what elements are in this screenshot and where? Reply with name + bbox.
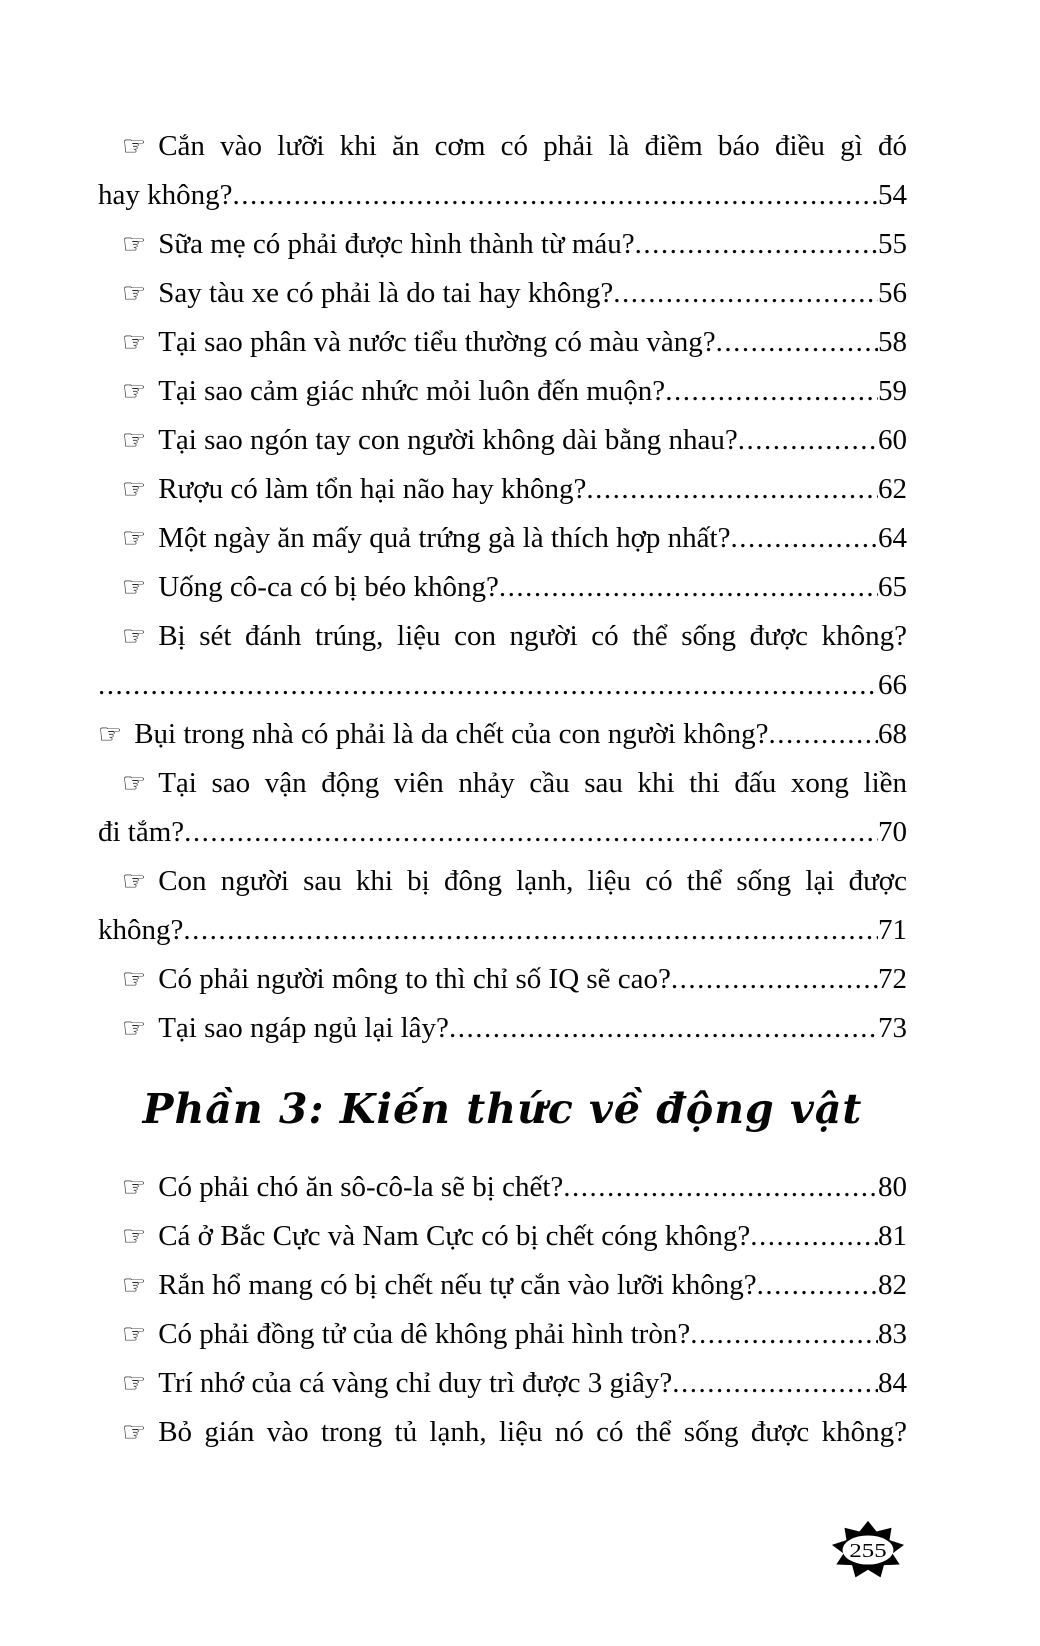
entry-page-number: 55 (878, 228, 907, 260)
toc-entry (98, 857, 907, 955)
entry-title: Tại sao ngáp ngủ lại lây? (158, 1012, 449, 1044)
entry-title: Tại sao ngón tay con người không dài bằng nhau? (158, 424, 738, 456)
pointing-hand-icon: ☞ (122, 866, 147, 897)
toc-entry (98, 1163, 907, 1212)
toc-section-animal-knowledge (98, 1163, 907, 1457)
toc-entry (98, 759, 907, 857)
pointing-hand-icon: ☞ (122, 131, 147, 162)
pointing-hand-icon: ☞ (122, 1221, 147, 1252)
entry-title: Uống cô-ca có bị béo không? (158, 571, 499, 603)
entry-page-number: 72 (878, 963, 907, 995)
pointing-hand-icon: ☞ (98, 719, 123, 750)
dot-leader (690, 1310, 878, 1359)
toc-entry-line (98, 171, 907, 220)
toc-entry (98, 269, 907, 318)
dot-leader (768, 710, 878, 759)
entry-title: Rượu có làm tổn hại não hay không? (158, 473, 587, 505)
toc-entry (98, 955, 907, 1004)
entry-page-number: 60 (878, 424, 907, 456)
dot-leader (184, 808, 878, 857)
toc-entry-line (98, 1004, 907, 1053)
entry-page-number: 70 (878, 816, 907, 848)
dot-leader (671, 955, 878, 1004)
toc-entry (98, 1004, 907, 1053)
toc-entry-line (98, 955, 907, 1004)
toc-entry-line (98, 710, 907, 759)
pointing-hand-icon: ☞ (122, 572, 147, 603)
entry-page-number: 84 (878, 1367, 907, 1399)
entry-page-number: 54 (878, 179, 907, 211)
entry-title: Có phải chó ăn sô-cô-la sẽ bị chết? (158, 1171, 564, 1203)
pointing-hand-icon: ☞ (122, 964, 147, 995)
pointing-hand-icon: ☞ (122, 425, 147, 456)
entry-title: Cá ở Bắc Cực và Nam Cực có bị chết cóng không? (158, 1220, 751, 1252)
dot-leader (183, 906, 878, 955)
pointing-hand-icon: ☞ (122, 1013, 147, 1044)
toc-entry (98, 220, 907, 269)
toc-entry (98, 318, 907, 367)
toc-entry-line (98, 416, 907, 465)
toc-entry (98, 710, 907, 759)
toc-entry (98, 514, 907, 563)
entry-title: Có phải người mông to thì chỉ số IQ sẽ cao? (158, 963, 671, 995)
dot-leader (233, 171, 879, 220)
entry-page-number: 82 (878, 1269, 907, 1301)
pointing-hand-icon: ☞ (122, 1270, 147, 1301)
toc-entry (98, 563, 907, 612)
pointing-hand-icon: ☞ (122, 1417, 147, 1448)
entry-title: hay không? (98, 179, 233, 211)
toc-entry-line (98, 661, 907, 710)
toc-section-body-knowledge (98, 122, 907, 1053)
toc-entry-line (98, 367, 907, 416)
pointing-hand-icon: ☞ (122, 1172, 147, 1203)
entry-title: đi tắm? (98, 816, 185, 848)
toc-entry (98, 1261, 907, 1310)
page-badge-number: 255 (849, 1539, 887, 1562)
entry-title: không? (98, 914, 184, 946)
dot-leader (665, 367, 878, 416)
pointing-hand-icon: ☞ (122, 376, 147, 407)
entry-title: Cắn vào lưỡi khi ăn cơm có phải là điềm báo điều gì đó (158, 130, 907, 162)
toc-entry-line (98, 465, 907, 514)
pointing-hand-icon: ☞ (122, 327, 147, 358)
entry-page-number: 68 (878, 718, 907, 750)
toc-entry-line (98, 318, 907, 367)
pointing-hand-icon: ☞ (122, 278, 147, 309)
dot-leader (730, 514, 878, 563)
dot-leader (738, 416, 878, 465)
toc-entry-line (98, 857, 907, 906)
toc-entry-line (98, 122, 907, 171)
toc-entry (98, 1359, 907, 1408)
entry-title: Bị sét đánh trúng, liệu con người có thể sống được không? (158, 620, 907, 652)
entry-title: Trí nhớ của cá vàng chỉ duy trì được 3 giây? (158, 1367, 673, 1399)
entry-title: Tại sao cảm giác nhức mỏi luôn đến muộn? (158, 375, 666, 407)
pointing-hand-icon: ☞ (122, 621, 147, 652)
entry-page-number: 81 (878, 1220, 907, 1252)
dot-leader (750, 1212, 878, 1261)
dot-leader (586, 465, 878, 514)
dot-leader (98, 661, 878, 710)
pointing-hand-icon: ☞ (122, 229, 147, 260)
entry-title: Tại sao vận động viên nhảy cầu sau khi thi đấu xong liền (158, 767, 907, 799)
entry-page-number: 65 (878, 571, 907, 603)
entry-title: Tại sao phân và nước tiểu thường có màu vàng? (158, 326, 716, 358)
entry-title: Một ngày ăn mấy quả trứng gà là thích hợp nhất? (158, 522, 731, 554)
dot-leader (672, 1359, 878, 1408)
entry-title: Bụi trong nhà có phải là da chết của con người không? (134, 718, 769, 750)
toc-entry (98, 416, 907, 465)
entry-page-number: 64 (878, 522, 907, 554)
dot-leader (613, 269, 878, 318)
pointing-hand-icon: ☞ (122, 523, 147, 554)
entry-title: Sữa mẹ có phải được hình thành từ máu? (158, 228, 635, 260)
entry-title: Say tàu xe có phải là do tai hay không? (158, 277, 614, 309)
toc-entry (98, 465, 907, 514)
dot-leader (757, 1261, 878, 1310)
entry-title: Con người sau khi bị đông lạnh, liệu có thể sống lại được (158, 865, 907, 897)
dot-leader (635, 220, 878, 269)
toc-entry-line (98, 1359, 907, 1408)
entry-title: Bỏ gián vào trong tủ lạnh, liệu nó có thể sống được không? (158, 1416, 907, 1448)
entry-page-number: 62 (878, 473, 907, 505)
toc-entry-line (98, 1261, 907, 1310)
page-footer (98, 1519, 907, 1581)
section-heading: Phần 3: Kiến thức về động vật (142, 1085, 863, 1133)
entry-page-number: 58 (878, 326, 907, 358)
toc-entry (98, 122, 907, 220)
entry-page-number: 73 (878, 1012, 907, 1044)
pointing-hand-icon: ☞ (122, 474, 147, 505)
page-number-badge (829, 1519, 907, 1581)
toc-entry-line (98, 906, 907, 955)
toc-entry (98, 1212, 907, 1261)
entry-page-number: 59 (878, 375, 907, 407)
pointing-hand-icon: ☞ (122, 1368, 147, 1399)
toc-entry-line (98, 1408, 907, 1457)
entry-page-number: 56 (878, 277, 907, 309)
pointing-hand-icon: ☞ (122, 768, 147, 799)
entry-title: Rắn hổ mang có bị chết nếu tự cắn vào lưỡi không? (158, 1269, 757, 1301)
toc-entry-line (98, 759, 907, 808)
entry-page-number: 71 (878, 914, 907, 946)
toc-entry-line (98, 1310, 907, 1359)
entry-page-number: 83 (878, 1318, 907, 1350)
toc-entry (98, 1310, 907, 1359)
dot-leader (449, 1004, 878, 1053)
entry-page-number: 66 (878, 669, 907, 701)
entry-page-number: 80 (878, 1171, 907, 1203)
pointing-hand-icon: ☞ (122, 1319, 147, 1350)
toc-entry (98, 367, 907, 416)
entry-title: Có phải đồng tử của dê không phải hình tròn? (158, 1318, 691, 1350)
toc-entry-line (98, 563, 907, 612)
toc-entry-line (98, 612, 907, 661)
dot-leader (499, 563, 878, 612)
dot-leader (563, 1163, 878, 1212)
toc-entry-line (98, 220, 907, 269)
toc-entry (98, 1408, 907, 1457)
dot-leader (716, 318, 878, 367)
toc-entry (98, 612, 907, 710)
toc-entry-line (98, 514, 907, 563)
toc-entry-line (98, 808, 907, 857)
toc-entry-line (98, 1212, 907, 1261)
toc-entry-line (98, 1163, 907, 1212)
toc-entry-line (98, 269, 907, 318)
